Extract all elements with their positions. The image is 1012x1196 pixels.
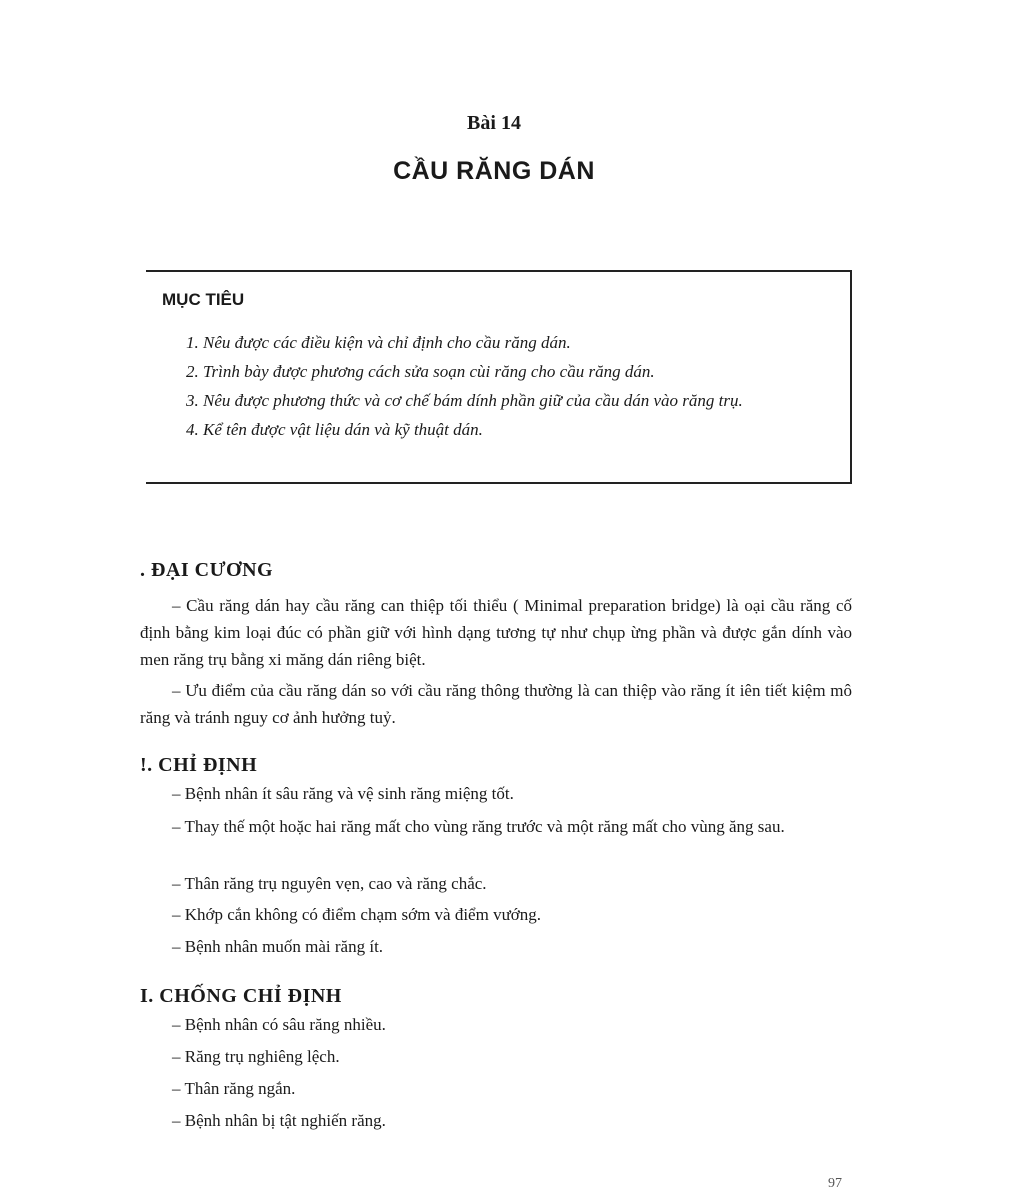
objective-item: 1. Nêu được các điều kiện và chỉ định cho cầu răng dán. [186, 333, 571, 352]
list-item: – Bệnh nhân có sâu răng nhiều. [172, 1015, 386, 1034]
list-item-text: – Thay thế một hoặc hai răng mất cho vùng răng trước và một răng mất cho vùng ăng sau. [172, 817, 785, 836]
paragraph-text: – Ưu điểm của cầu răng dán so với cầu răng thông thường là can thiệp vào răng ít iên tiết kiệm mô răng và tránh nguy cơ ảnh hưởng tuỷ. [140, 681, 852, 727]
objective-item: 4. Kể tên được vật liệu dán và kỹ thuật dán. [186, 420, 483, 439]
section-heading: . ĐẠI CƯƠNG [140, 559, 274, 581]
objectives-heading: MỤC TIÊU [162, 290, 245, 309]
list-item: – Bệnh nhân bị tật nghiến răng. [172, 1111, 386, 1130]
list-item [140, 813, 852, 840]
list-item: – Thân răng trụ nguyên vẹn, cao và răng chắc. [172, 874, 487, 893]
section-heading: I. CHỐNG CHỈ ĐỊNH [140, 985, 342, 1007]
objective-item: 2. Trình bày được phương cách sửa soạn cùi răng cho cầu răng dán. [186, 362, 655, 381]
objective-item: 3. Nêu được phương thức và cơ chế bám dính phần giữ của cầu dán vào răng trụ. [186, 391, 743, 410]
objectives-box [146, 270, 852, 484]
objectives-list [186, 332, 836, 448]
section-heading: !. CHỈ ĐỊNH [140, 754, 258, 776]
lesson-title: CẦU RĂNG DÁN [393, 157, 595, 185]
paragraph [140, 592, 852, 673]
list-item: – Thân răng ngắn. [172, 1079, 296, 1098]
list-item: – Bệnh nhân ít sâu răng và vệ sinh răng miệng tốt. [172, 784, 514, 803]
lesson-number: Bài 14 [467, 112, 521, 134]
paragraph [140, 677, 852, 731]
list-item: – Bệnh nhân muốn mài răng ít. [172, 937, 384, 956]
list-item: – Răng trụ nghiêng lệch. [172, 1047, 340, 1066]
page-number: 97 [828, 1176, 842, 1191]
list-item: – Khớp cắn không có điểm chạm sớm và điểm vướng. [172, 905, 542, 924]
paragraph-text: – Cầu răng dán hay cầu răng can thiệp tối thiểu ( Minimal preparation bridge) là oại cầu răng cố định bằng kim loại đúc có phần giữ với hình dạng tương tự như chụp ừng phần và được gắn dính vào men răng trụ bằng xi măng dán riêng biệt. [140, 596, 852, 669]
